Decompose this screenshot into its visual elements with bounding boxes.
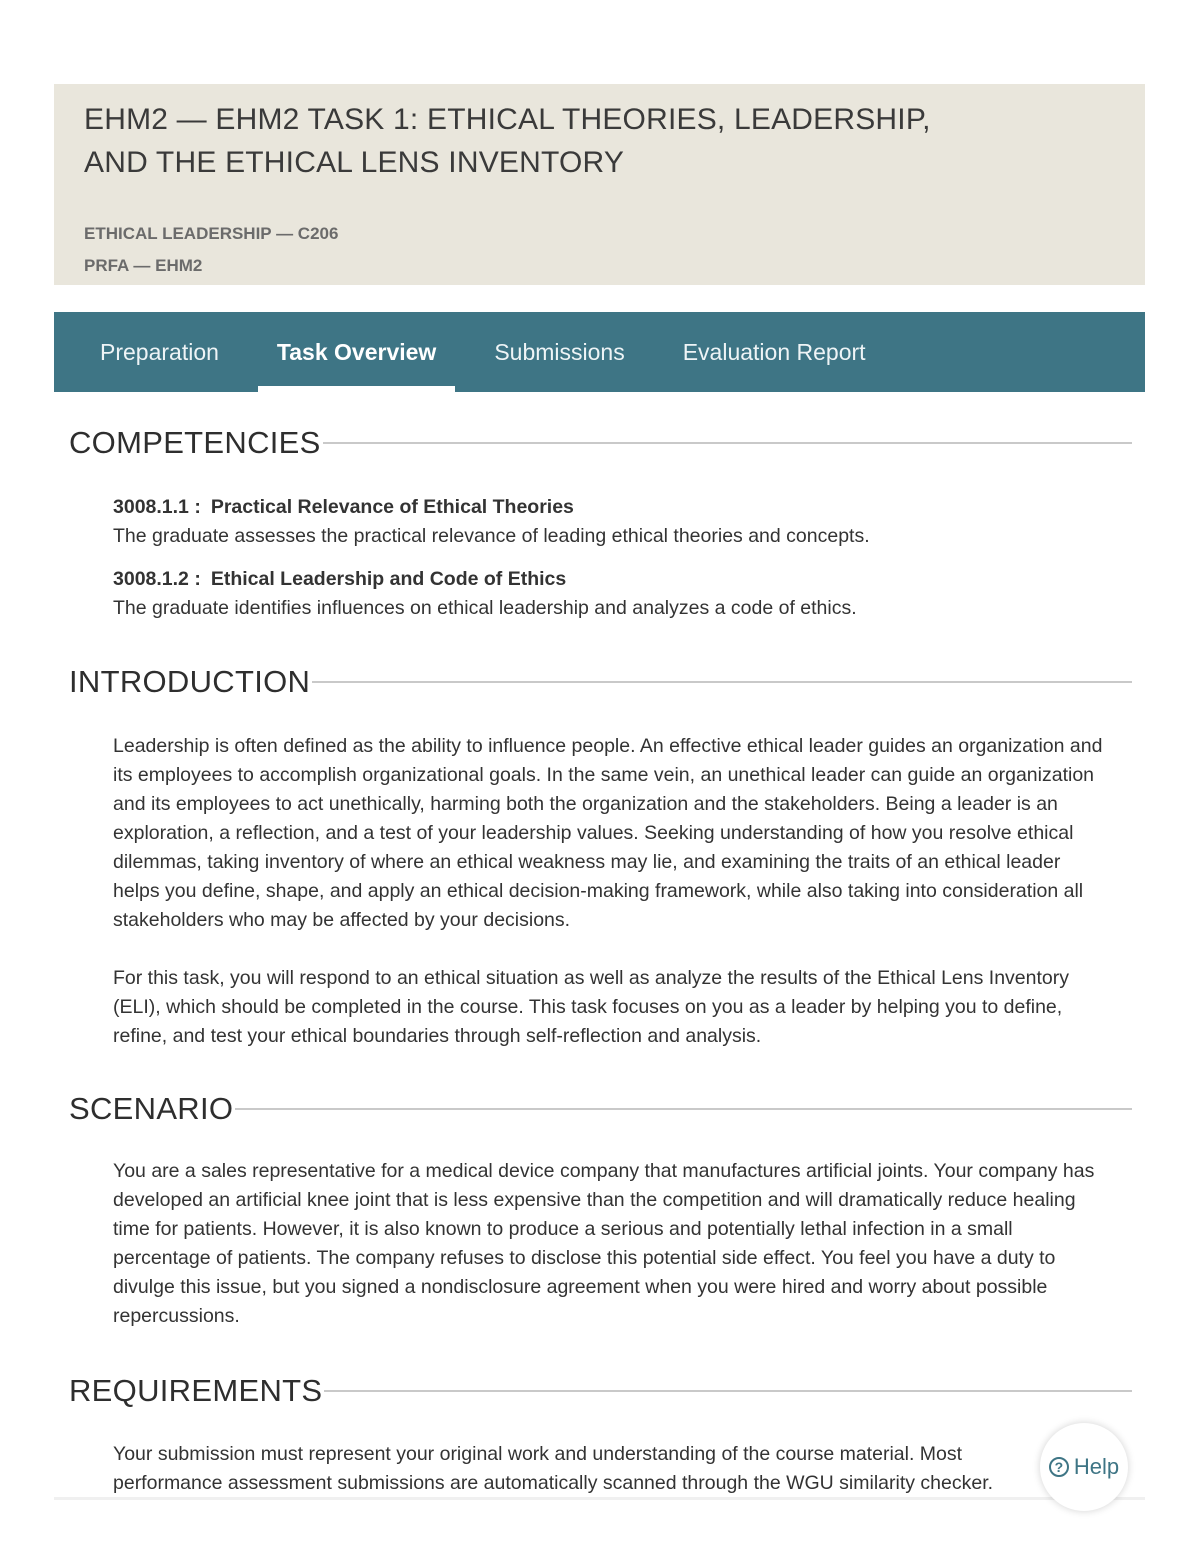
- question-circle-icon: ?: [1049, 1457, 1069, 1477]
- scenario-heading: [69, 1091, 1132, 1127]
- competency-code: 3008.1.1 :: [113, 496, 201, 518]
- introduction-body: [113, 732, 1103, 1051]
- competency-header: [113, 565, 1103, 594]
- scenario-paragraph: You are a sales representative for a medical device company that manufactures artificial joints. Your company has developed an artificial knee joint that is less expensive than the competition and will dramatically reduce healing time for patients. However, it is also known to produce a serious and potentially lethal infection in a small percentage of patients. The company refuses to disclose this potential side effect. You feel you have a duty to divulge this issue, but you signed a nondisclosure agreement when you were hired and worry about possible repercussions.: [113, 1160, 1095, 1327]
- help-button[interactable]: [1040, 1423, 1128, 1511]
- program-code: PRFA — EHM2: [84, 256, 203, 275]
- section-divider: [235, 1108, 1132, 1110]
- competency-item: [113, 493, 1103, 551]
- tab-submissions[interactable]: Submissions: [494, 338, 625, 365]
- tab-task-overview[interactable]: Task Overview: [258, 312, 455, 392]
- scenario-body: [113, 1157, 1103, 1331]
- page-title: [84, 98, 1044, 184]
- competency-title: Practical Relevance of Ethical Theories: [210, 496, 574, 518]
- requirements-body: [113, 1440, 1023, 1498]
- competency-description: The graduate identifies influences on ethical leadership and analyzes a code of ethics.: [113, 597, 857, 619]
- title-line-2: AND THE ETHICAL LENS INVENTORY: [84, 146, 625, 179]
- section-divider: [312, 681, 1132, 683]
- requirements-paragraph: Your submission must represent your original work and understanding of the course material. Most performance assessment submissions are automatically scanned through the WGU similarity checker.: [113, 1443, 994, 1494]
- introduction-heading-text: INTRODUCTION: [69, 664, 311, 699]
- title-line-1: EHM2 — EHM2 TASK 1: ETHICAL THEORIES, LEADERSHIP,: [84, 103, 931, 136]
- competencies-heading-text: COMPETENCIES: [69, 425, 321, 460]
- task-header: [54, 84, 1145, 285]
- course-info: [84, 218, 1115, 282]
- requirements-heading-text: REQUIREMENTS: [69, 1373, 323, 1408]
- competency-header: [113, 493, 1103, 522]
- introduction-paragraph-1: Leadership is often defined as the ability to influence people. An effective ethical leader guides an organization and its employees to accomplish organizational goals. In the same vein, an unethical leader can guide an organization and its employees to act unethically, harming both the organization and the stakeholders. Being a leader is an exploration, a reflection, and a test of your leadership values. Seeking understanding of how you resolve ethical dilemmas, taking inventory of where an ethical weakness may lie, and examining the traits of an ethical leader helps you define, shape, and apply an ethical decision-making framework, while also taking into consideration all stakeholders who may be affected by your decisions.: [113, 735, 1103, 931]
- section-divider: [323, 442, 1132, 444]
- course-name: ETHICAL LEADERSHIP — C206: [84, 224, 339, 243]
- competencies-heading: [69, 425, 1132, 461]
- competency-title: Ethical Leadership and Code of Ethics: [210, 568, 567, 590]
- introduction-paragraph-2: For this task, you will respond to an ethical situation as well as analyze the results of the Ethical Lens Inventory (ELI), which should be completed in the course. This task focuses on you as a leader by helping you to define, refine, and test your ethical boundaries through self-reflection and analysis.: [113, 967, 1069, 1047]
- competency-description: The graduate assesses the practical relevance of leading ethical theories and concepts.: [113, 525, 870, 547]
- scenario-heading-text: SCENARIO: [69, 1091, 234, 1126]
- tab-evaluation-report[interactable]: Evaluation Report: [682, 338, 866, 365]
- task-tabs: [54, 312, 1145, 392]
- content-bottom-edge: [54, 1497, 1145, 1500]
- section-divider: [324, 1390, 1132, 1392]
- introduction-heading: [69, 664, 1132, 700]
- tab-preparation[interactable]: Preparation: [100, 338, 219, 365]
- competency-item: [113, 565, 1103, 623]
- competencies-list: [113, 493, 1103, 637]
- requirements-heading: [69, 1373, 1132, 1409]
- competency-code: 3008.1.2 :: [113, 568, 201, 590]
- help-label: Help: [1073, 1454, 1120, 1479]
